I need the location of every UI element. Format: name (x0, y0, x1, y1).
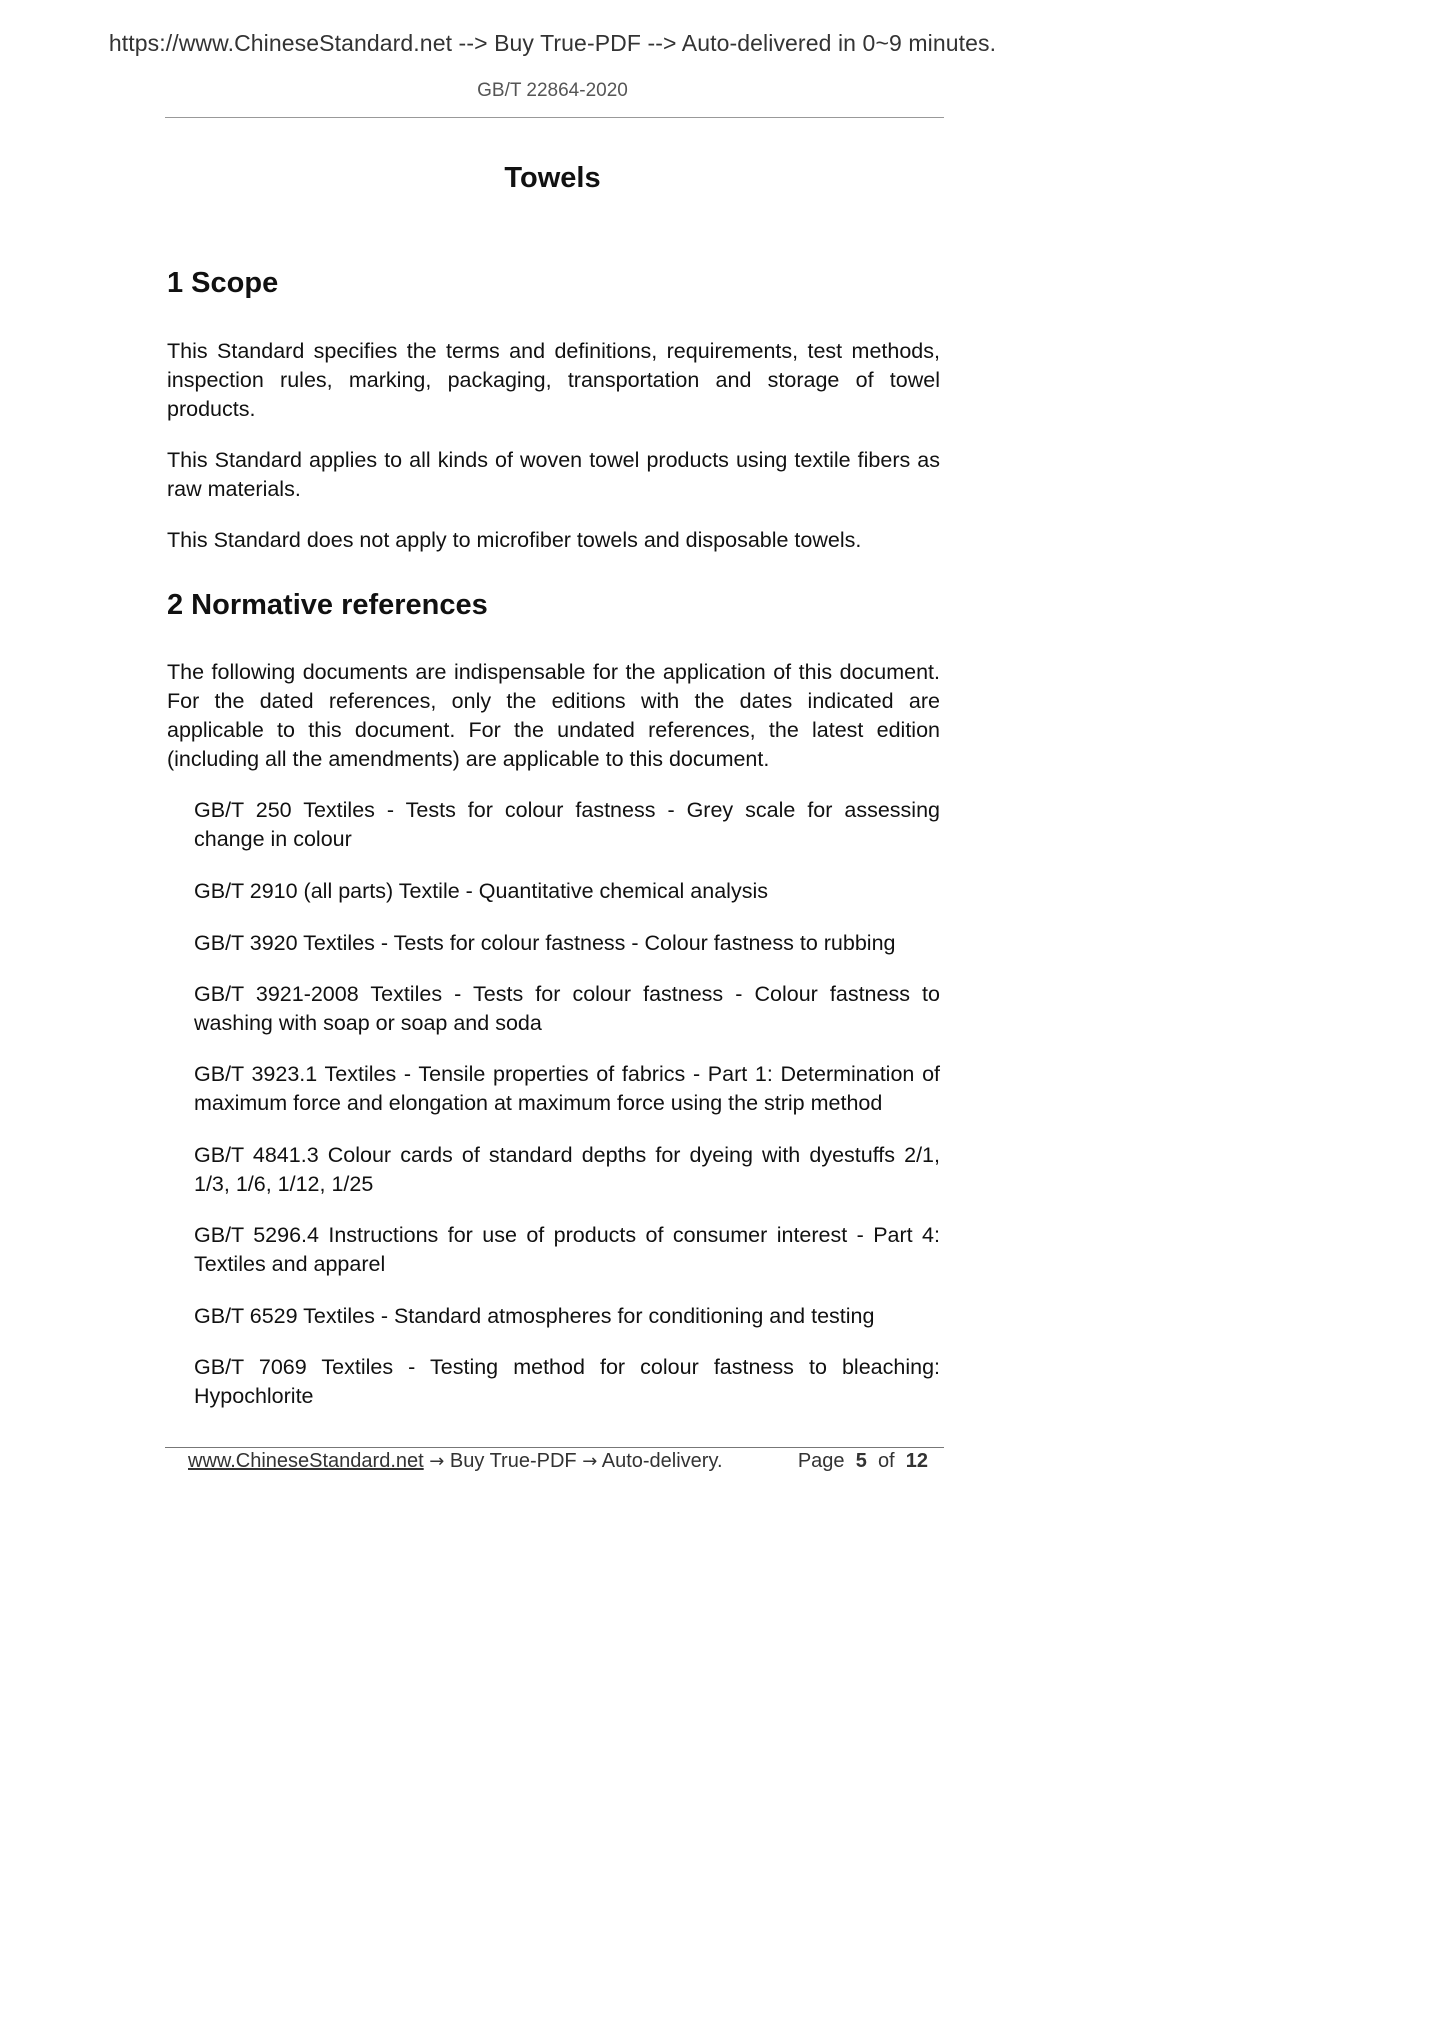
arrow-right-icon: → (429, 1451, 445, 1472)
standard-code: GB/T 22864-2020 (477, 80, 628, 101)
page-title: Towels (504, 162, 601, 194)
page-of-label: of (877, 1450, 895, 1472)
page-footer (188, 1450, 928, 1473)
reference-item: GB/T 4841.3 Colour cards of standard depths for dyeing with dyestuffs 2/1, 1/3, 1/6, 1/12, 1/25 (194, 1143, 940, 1196)
header-divider (165, 117, 944, 118)
reference-item: GB/T 2910 (all parts) Textile - Quantitative chemical analysis (194, 879, 768, 903)
reference-item: GB/T 3921-2008 Textiles - Tests for colour fastness - Colour fastness to washing with soap or soap and soda (194, 982, 940, 1035)
references-intro: The following documents are indispensable for the application of this document. For the dated references, only the editions with the dates indicated are applicable to this document. For the undated references, the latest edition (including all the amendments) are applicable to this document. (167, 660, 940, 771)
footer-delivery-text: Auto-delivery. (601, 1450, 723, 1472)
page-indicator (798, 1450, 928, 1473)
reference-item: GB/T 5296.4 Instructions for use of products of consumer interest - Part 4: Textiles and apparel (194, 1223, 940, 1276)
page-label: Page (797, 1450, 845, 1472)
footer-buy-text: Buy True-PDF (449, 1450, 577, 1472)
scope-paragraph: This Standard applies to all kinds of woven towel products using textile fibers as raw materials. (167, 448, 940, 501)
section-heading-scope: 1 Scope (167, 267, 279, 299)
reference-item: GB/T 3923.1 Textiles - Tensile properties of fabrics - Part 1: Determination of maximum force and elongation at maximum force using the strip method (194, 1062, 940, 1115)
scope-paragraph: This Standard does not apply to microfiber towels and disposable towels. (167, 528, 862, 552)
page-current: 5 (855, 1450, 867, 1472)
footer-divider (165, 1447, 944, 1448)
reference-item: GB/T 3920 Textiles - Tests for colour fastness - Colour fastness to rubbing (194, 931, 896, 955)
scope-paragraph: This Standard specifies the terms and definitions, requirements, test methods, inspection rules, marking, packaging, transportation and storage of towel products. (167, 339, 940, 421)
section-heading-normative-references: 2 Normative references (167, 589, 488, 621)
reference-item: GB/T 6529 Textiles - Standard atmospheres for conditioning and testing (194, 1304, 875, 1328)
reference-item: GB/T 250 Textiles - Tests for colour fastness - Grey scale for assessing change in colour (194, 798, 940, 851)
footer-site-link[interactable]: www.ChineseStandard.net (188, 1450, 424, 1472)
arrow-right-icon: → (582, 1451, 598, 1472)
reference-item: GB/T 7069 Textiles - Testing method for colour fastness to bleaching: Hypochlorite (194, 1355, 940, 1408)
page-total: 12 (905, 1450, 928, 1472)
top-banner: https://www.ChineseStandard.net --> Buy True-PDF --> Auto-delivered in 0~9 minutes. (108, 30, 997, 56)
